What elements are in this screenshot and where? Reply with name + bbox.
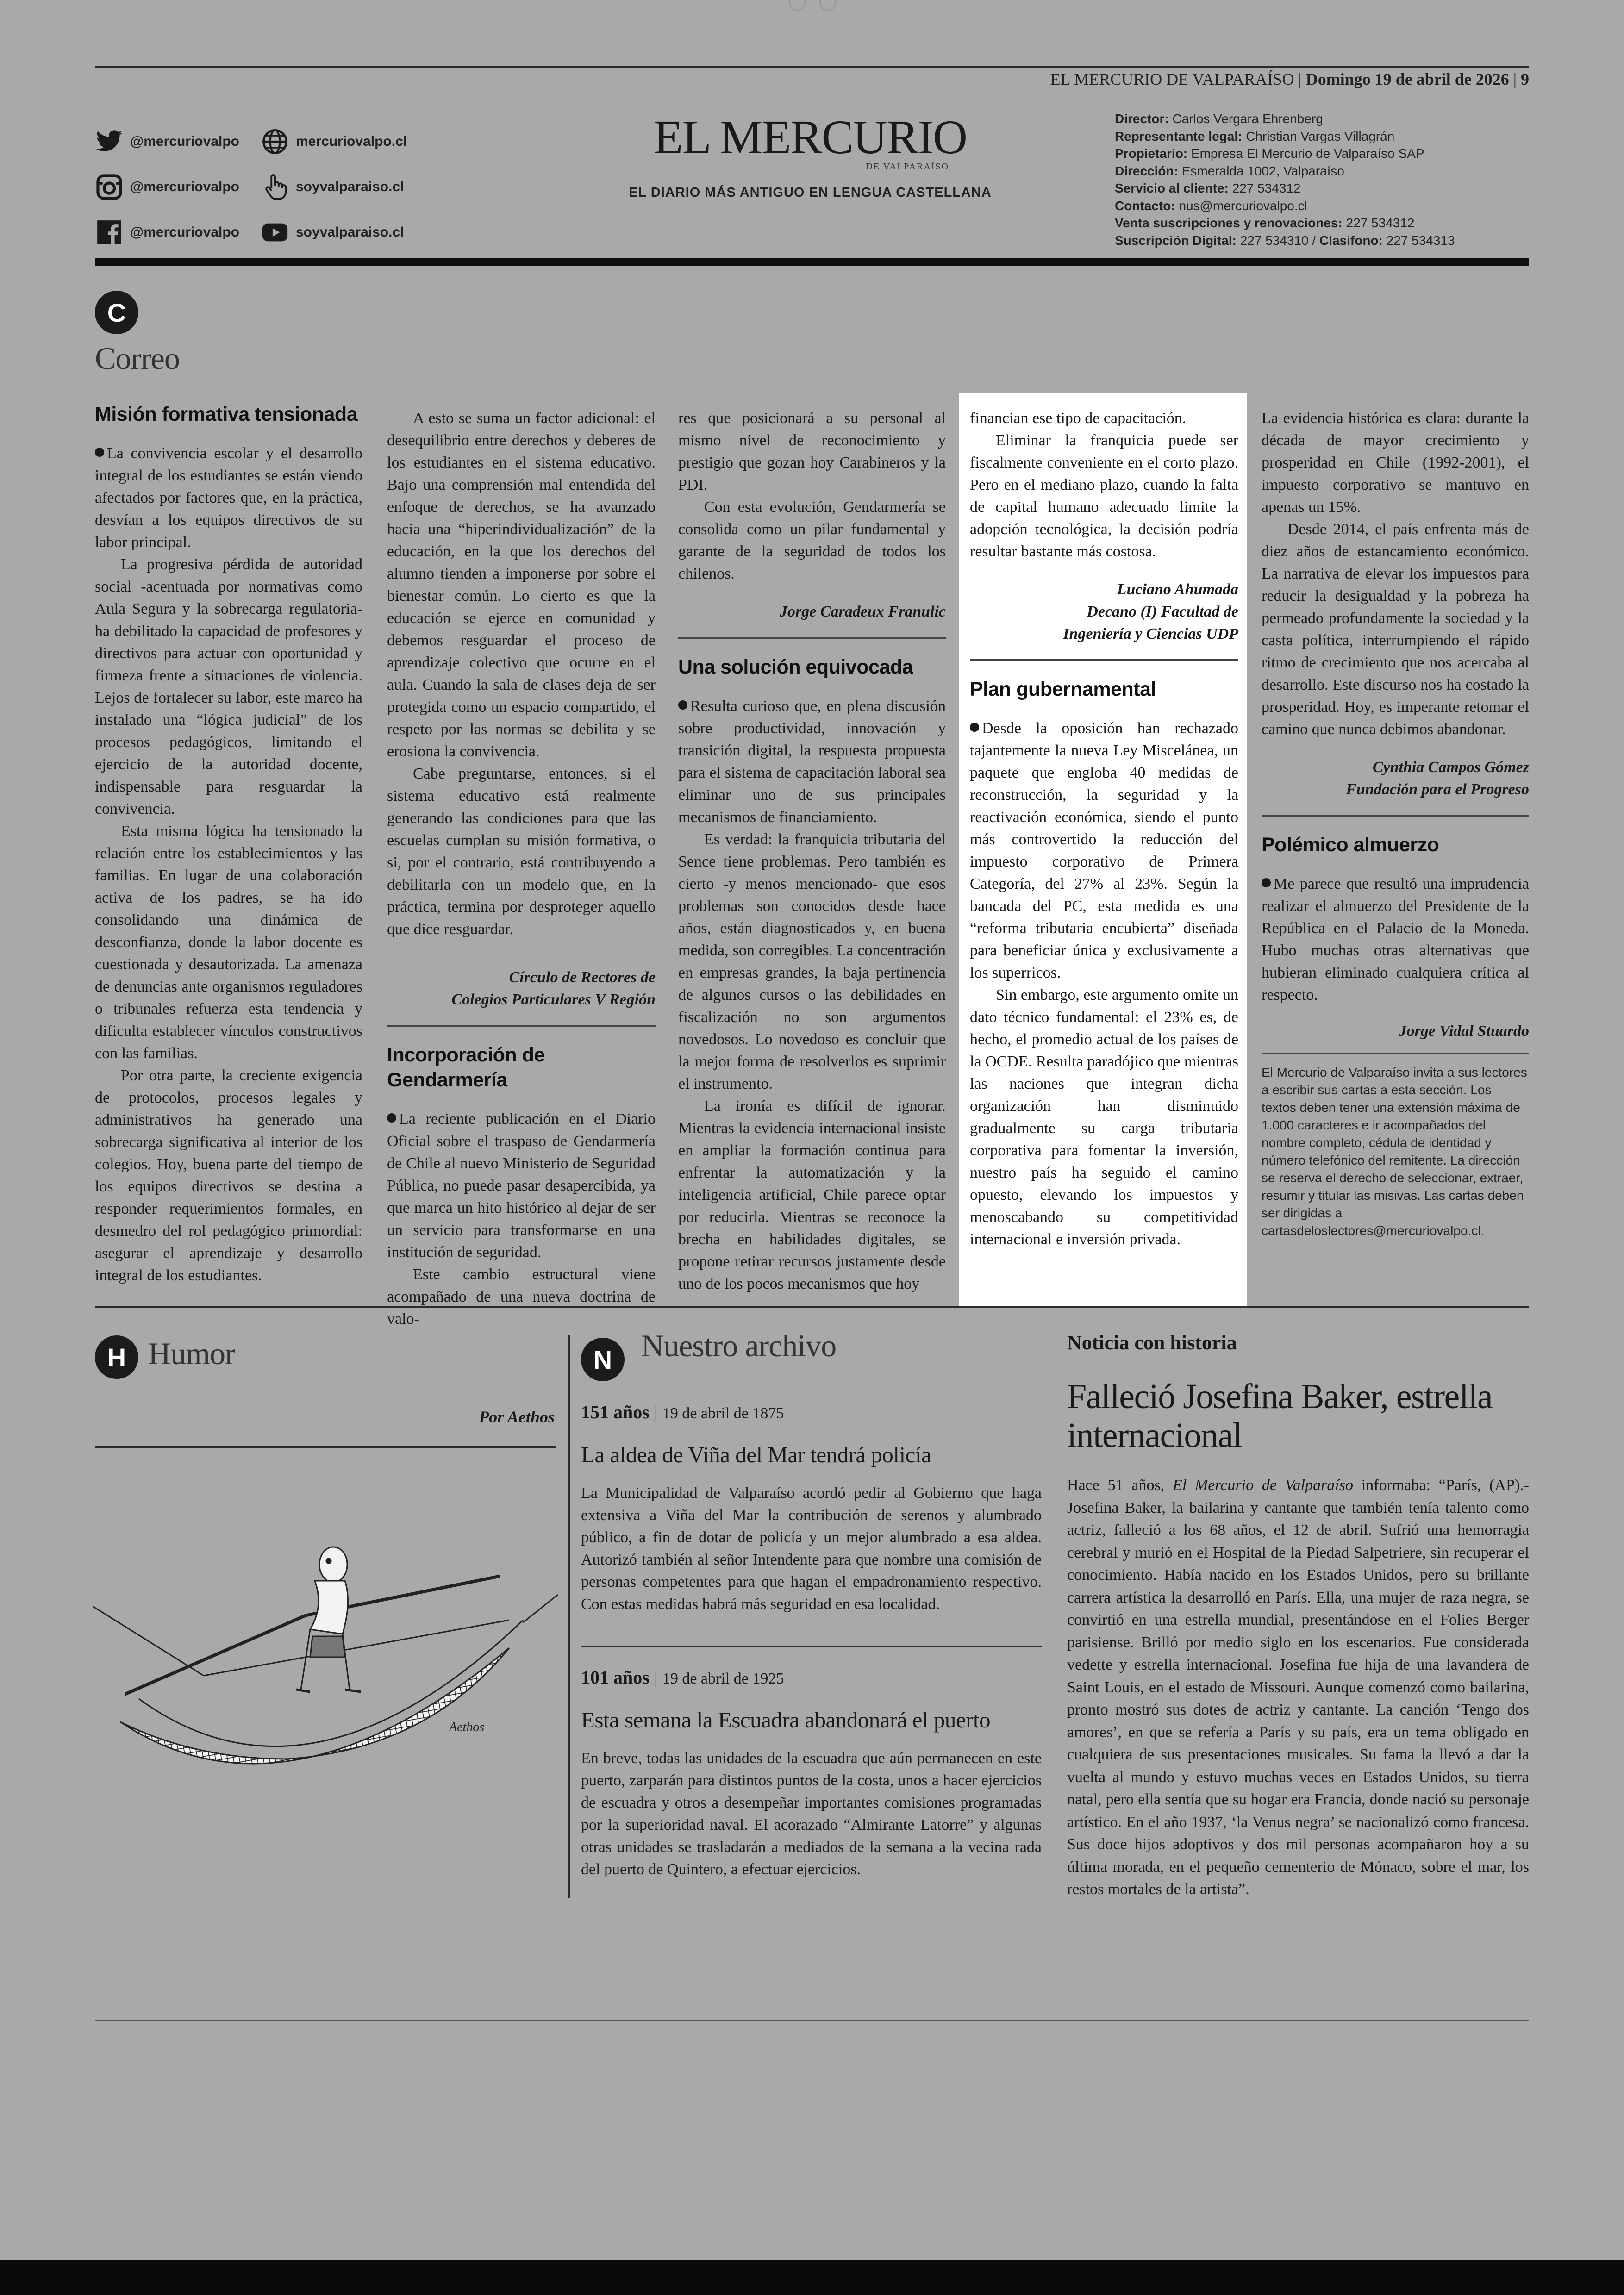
letter-divider: [970, 659, 1238, 661]
letter-signature: Jorge Vidal Stuardo: [1399, 1023, 1529, 1040]
social-links: [95, 127, 558, 266]
letter-paragraph: Este cambio estructural viene acompañado de una nueva doctrina de valo-: [387, 1266, 656, 1328]
correo-badge: C: [95, 291, 138, 334]
column-divider: [568, 1335, 570, 1898]
letter-heading: Plan gubernamental: [970, 678, 1156, 700]
letter-paragraph: A esto se suma un factor adicional: el desequilibrio entre derechos y deberes de los estudiantes en el sistema educativo. Bajo una comprensión mal entendida del enfoque de derechos, se ha avanzado hacia una “hiperindividualización” de la educación, en la que los derechos del alumno tienden a imponerse por sobre el bienestar común. Lo cierto es que la educación se ejerce en comunidad y debemos resguardar el proceso de aprendizaje colectivo que ocurre en el aula. Cuando la sala de clases deja de ser protegida como un espacio compartido, el respeto por las normas se debilita y se erosiona la convivencia.: [387, 410, 656, 760]
archivo-title: Nuestro archivo: [641, 1328, 837, 1363]
viewer-bottom-bar: [0, 2260, 1624, 2295]
history-body: Hace 51 años, El Mercurio de Valparaíso informaba: “París, (AP).- Josefina Baker, la bailarina y cantante que también tenía talento como actriz, falleció a los 68 años, el 12 de abril. Sufrió una hemorragia cerebral y murió en el Hospital de la Piedad Salpetriere, sin recuperar el conocimiento. Había nacido en los Estados Unidos, pero su brillante carrera artística la desarrolló en París. Ella, una mujer de raza negra, se convirtió en una estrella mundial, presentándose en el Folies Berger parisiense. Brilló por medio siglo en los escenarios. Fue considerada vedette y estrella internacional. Josefina fue hija de una lavandera de Saint Louis, en el estado de Missouri. Aunque comenzó como bailarina, pronto mostró sus dotes de actriz y cantante. La canción ‘Tengo dos amores’, en que se refería a París y su país, era un tema obligado en cualquiera de sus presentaciones musicales. Su fama la llevó a dar la vuelta al mundo y estuvo muchas veces en Estados Unidos, su tierra natal, pero ella sentía que su hogar era Francia, donde nació su personaje artístico. En el año 1937, ‘la Venus negra’ se nacionalizó como francesa. Sus doce hijos adoptivos y dos mil personas acompañaron hoy a su última morada, en el pequeño cementerio de Mónaco, sobre el mar, los restos mortales de la artista”.: [1067, 1477, 1530, 1898]
letter-paragraph: Esta misma lógica ha tensionado la relación entre los establecimientos y las familias. En lugar de una colaboración activa de los padres, se ha ido consolidando una dinámica de desconfianza, donde la labor docente es cuestionada y desautorizada. La amenaza de denuncias ante organismos reguladores o tribunales refuerza esta tendencia y dificulta establecer vínculos constructivos con las familias.: [95, 823, 362, 1062]
top-rule: [95, 66, 1529, 68]
masthead: [602, 113, 1018, 200]
humor-cartoon: [93, 1537, 560, 1805]
staff-box: [1115, 110, 1531, 249]
staff-director: Director: Carlos Vergara Ehrenberg: [1115, 112, 1323, 126]
next-page-button[interactable]: [819, 0, 836, 11]
facebook-icon: [95, 218, 124, 247]
instagram-icon: [95, 173, 124, 201]
letter-signature: Cynthia Campos Gómez Fundación para el Progreso: [1346, 759, 1529, 798]
archive-body: La Municipalidad de Valparaíso acordó pedir al Gobierno que haga extensiva a Viña del Mar la contribución de serenos y alumbrado público, a fin de dotar de policía y un mejor alumbrado a esa aldea. Autorizó también al señor Intendente para que nombre una comisión de personas competentes para que hagan el empadronamiento respectivo. Con estas medidas habrá más seguridad en esa localidad.: [581, 1484, 1042, 1613]
page-nav-controls: [780, 0, 845, 13]
archive-body: En breve, todas las unidades de la escuadra que aún permanecen en este puerto, zarparán para distintos puntos de la costa, unos a hacer ejercicios de escuadra y otros a desempeñar importantes comisiones programadas por la superioridad naval. El acorazado “Almirante Latorre” y algunas otras unidades se trasladarán a mediados de la semana a la vecina rada del puerto de Quintero, a efectuar ejercicios.: [581, 1750, 1042, 1878]
facebook-handle: @mercuriovalpo: [130, 225, 239, 240]
letter-signature: Luciano Ahumada Decano (I) Facultad de Ingeniería y Ciencias UDP: [1063, 581, 1238, 642]
letter-paragraph: Con esta evolución, Gendarmería se consolida como un pilar fundamental y garante de la seguridad de todos los chilenos.: [678, 499, 946, 582]
letter-paragraph: Desde la oposición han rechazado tajantemente la nueva Ley Miscelánea, un paquete que engloba 40 medidas de reconstrucción, la seguridad y la reactivación económica, siendo el punto más controvertido la reducción del impuesto corporativo de Primera Categoría, del 27% al 23%. Según la bancada del PC, esta medida es una “reforma tributaria encubierta” diseñada para beneficiar única y exclusivamente a los superricos.: [970, 720, 1238, 981]
twitter-link[interactable]: [95, 127, 239, 156]
correo-column-2: [387, 407, 656, 1330]
staff-digital: Suscripción Digital: 227 534310 / Clasifono: 227 534313: [1115, 233, 1455, 248]
archivo-badge: N: [581, 1338, 625, 1381]
rope-line: [204, 1620, 509, 1676]
letter-divider: [678, 637, 946, 639]
submission-notice: El Mercurio de Valparaíso invita a sus lectores a escribir sus cartas a esta sección. Los textos deben tener una extensión máxima de 1.000 caracteres e ir acompañados del nombre completo, cédula de identidad y número telefónico del remitente. La dirección se reserva el derecho de seleccionar, extraer, resumir y titular las misivas. Las cartas deben ser dirigidas a cartasdeloslectores@mercuriovalpo.cl.: [1262, 1065, 1527, 1238]
soyvalparaiso-url: soyvalparaiso.cl: [296, 179, 404, 194]
letter-heading: Misión formativa tensionada: [95, 403, 358, 425]
staff-subscriptions: Venta suscripciones y renovaciones: 227 534312: [1115, 216, 1415, 230]
correo-column-5: [1262, 407, 1529, 1240]
bullet-dot: [95, 448, 104, 457]
website-link[interactable]: [261, 127, 407, 156]
correo-title: Correo: [95, 341, 180, 376]
twitter-handle: @mercuriovalpo: [130, 134, 239, 149]
header-thick-rule: [95, 258, 1529, 266]
correo-column-1: [95, 402, 362, 1287]
logo-subtitle: DE VALPARAÍSO: [866, 162, 949, 172]
page-number: 9: [1521, 70, 1529, 88]
prev-page-button[interactable]: [789, 0, 806, 11]
letter-heading: Incorporación de Gendarmería: [387, 1044, 545, 1091]
archive-item: [581, 1400, 1042, 1615]
instagram-link[interactable]: [95, 173, 239, 201]
staff-customer-service: Servicio al cliente: 227 534312: [1115, 181, 1301, 195]
archive-divider: [581, 1646, 1042, 1647]
balance-pole: [125, 1615, 306, 1694]
archive-headline: Esta semana la Escuadra abandonará el puerto: [581, 1707, 991, 1733]
letter-divider: [387, 1025, 656, 1027]
letter-paragraph: Por otra parte, la creciente exigencia de protocolos, procesos legales y administrativos ha generado una sobrecarga significativa al interior de los colegios. Hoy, buena parte del tiempo de los equipos directivos se destina a responder requerimientos formales, en desmedro del rol pedagógico primordial: asegurar el aprendizaje y desarrollo integral de los estudiantes.: [95, 1067, 362, 1284]
rope-line: [93, 1606, 204, 1676]
letter-paragraph: financian ese tipo de capacitación.: [970, 410, 1187, 427]
letter-divider: [1262, 815, 1529, 817]
bullet-dot: [678, 700, 687, 710]
staff-owner: Propietario: Empresa El Mercurio de Valparaíso SAP: [1115, 146, 1424, 161]
dateline-date: Domingo 19 de abril de 2026: [1305, 70, 1509, 88]
website-url: mercuriovalpo.cl: [296, 134, 407, 149]
cartoon-signature: Aethos: [449, 1720, 485, 1734]
correo-column-4: [970, 407, 1238, 1251]
section-divider: [95, 1306, 1529, 1308]
bottom-rule: [95, 2020, 1529, 2021]
staff-address: Dirección: Esmeralda 1002, Valparaíso: [1115, 163, 1344, 178]
soyvalparaiso-link[interactable]: [261, 173, 404, 201]
humor-rule: [95, 1446, 556, 1448]
letter-heading: Una solución equivocada: [678, 656, 913, 678]
letter-paragraph: Me parece que resultó una imprudencia realizar el almuerzo del Presidente de la República en el Palacio de la Moneda. Hubo muchas otras alternativas que hubieran eliminado cualquiera crítica al respecto.: [1262, 875, 1529, 1004]
bullet-dot: [970, 723, 979, 732]
letter-divider: [1262, 1053, 1529, 1054]
letter-paragraph: Es verdad: la franquicia tributaria del Sence tiene problemas. Pero también es cierto -y menos mencionado- que esos problemas son conocidos desde hace años, están diagnosticados y, en buena medida, son corregibles. La concentración en empresas grandes, la baja pertinencia de algunos cursos o las debilidades en fiscalización no son argumentos novedosos. Lo novedoso es concluir que la mejor forma de resolverlos es suprimir el instrumento.: [678, 831, 946, 1092]
letter-paragraph: La convivencia escolar y el desarrollo integral de los estudiantes se están viendo afectados por factores que, en la práctica, desvían a los equipos directivos de su labor principal.: [95, 445, 362, 551]
letter-paragraph: La evidencia histórica es clara: durante la década de mayor crecimiento y prosperidad en Chile (1992-2001), el impuesto corporativo se mantuvo en apenas un 15%.: [1262, 410, 1529, 516]
letter-paragraph: Cabe preguntarse, entonces, si el sistema educativo está realmente generando las condiciones para que las escuelas cumplan su misión formativa, o si, por el contrario, está contribuyendo a debilitarla con un modelo que, en la práctica, termina por desproteger aquello que dice resguardar.: [387, 765, 656, 938]
humor-badge: H: [95, 1335, 138, 1379]
dateline: EL MERCURIO DE VALPARAÍSO | Domingo 19 de abril de 2026 | 9: [1050, 70, 1529, 88]
youtube-icon: [261, 218, 289, 247]
archive-headline: La aldea de Viña del Mar tendrá policía: [581, 1442, 931, 1467]
archive-item: [581, 1665, 1042, 1881]
letter-paragraph: La ironía es difícil de ignorar. Mientras la evidencia internacional insiste en ampliar la formación continua para enfrentar la automatización y la inteligencia artificial, Chile parece optar por reducirla. Mientras se reconoce la brecha en habilidades digitales, se propone retirar recursos justamente desde uno de los pocos mecanismos que hoy: [678, 1098, 946, 1292]
twitter-icon: [95, 127, 124, 156]
archive-years: 151 años | 19 de abril de 1875: [581, 1402, 784, 1422]
youtube-url: soyvalparaiso.cl: [296, 225, 404, 240]
rope-line: [523, 1595, 558, 1622]
staff-contact: Contacto: nus@mercuriovalpo.cl: [1115, 198, 1307, 213]
tagline: EL DIARIO MÁS ANTIGUO EN LENGUA CASTELLANA: [629, 185, 992, 200]
letter-paragraph: Eliminar la franquicia puede ser fiscalmente conveniente en el corto plazo. Pero en el mediano plazo, cuando la falta de capital humano adecuado limite la adopción tecnológica, la decisión podría resultar bastante más costosa.: [970, 432, 1238, 560]
history-headline: Falleció Josefina Baker, estrella internacional: [1067, 1377, 1493, 1455]
newspaper-logo[interactable]: EL MERCURIO: [653, 111, 967, 164]
humor-author: Por Aethos: [479, 1408, 555, 1426]
dateline-paper: EL MERCURIO DE VALPARAÍSO: [1050, 70, 1294, 88]
letter-paragraph: La reciente publicación en el Diario Oficial sobre el traspaso de Gendarmería de Chile al nuevo Ministerio de Seguridad Pública, no puede pasar desapercibida, ya que marca un hito histórico al dejar de ser un servicio para transformarse en una institución de seguridad.: [387, 1110, 656, 1261]
globe-icon: [261, 127, 289, 156]
history-label: Noticia con historia: [1067, 1331, 1237, 1354]
bullet-dot: [387, 1113, 396, 1123]
letter-paragraph: Resulta curioso que, en plena discusión sobre productividad, innovación y transición digital, la respuesta propuesta para el sistema de capacitación laboral sea eliminar uno de sus principales mecanismos de financiamiento.: [678, 698, 946, 826]
bullet-dot: [1262, 878, 1271, 887]
youtube-link[interactable]: [261, 218, 404, 247]
staff-legal-rep: Representante legal: Christian Vargas Villagrán: [1115, 129, 1395, 143]
hammock-net: [120, 1648, 509, 1764]
spacer: [387, 941, 656, 967]
instagram-handle: @mercuriovalpo: [130, 179, 239, 194]
correo-column-3: [678, 407, 946, 1295]
letter-paragraph: Desde 2014, el país enfrenta más de diez años de estancamiento económico. La narrativa de elevar los impuestos para reducir la desigualdad y la pobreza ha permeado profundamente la sociedad y la casta política, interrumpiendo el rápido ritmo de crecimiento que nos acercaba al desarrollo. Este discurso nos ha costado la prosperidad. Hoy, es imperante retomar el camino que nunca debimos abandonar.: [1262, 521, 1529, 738]
letter-paragraph: Sin embargo, este argumento omite un dato técnico fundamental: el 23% es, de hecho, el promedio actual de los países de la OCDE. Resulta paradójico que mientras las naciones que integran dicha organización han disminuido gradualmente su carga tributaria corporativa para fomentar la inversión, nuestro país ha seguido el camino opuesto, elevando los impuestos y menoscabando su competitividad internacional e inversión privada.: [970, 986, 1238, 1248]
humor-title: Humor: [148, 1336, 235, 1371]
letter-signature: Jorge Caradeux Franulic: [780, 603, 946, 620]
letter-paragraph: res que posicionará a su personal al mismo nivel de reconocimiento y prestigio que gozan hoy Carabineros y la PDI.: [678, 410, 946, 493]
letter-heading: Polémico almuerzo: [1262, 834, 1439, 856]
archive-years: 101 años | 19 de abril de 1925: [581, 1667, 784, 1688]
tightrope-figure: [296, 1547, 361, 1692]
pointing-hand-icon: [261, 173, 289, 201]
letter-signature: Círculo de Rectores de Colegios Particulares V Región: [451, 969, 656, 1008]
facebook-link[interactable]: [95, 218, 239, 247]
letter-paragraph: La progresiva pérdida de autoridad social -acentuada por normativas como Aula Segura y la sobrecarga regulatoria- ha debilitado la capacidad de profesores y directivos para actuar con oportunidad y firmeza frente a situaciones de violencia. Lejos de fortalecer su labor, este marco ha instalado una “lógica judicial” de los procesos pedagógicos, limitando el ejercicio de la autoridad docente, indispensable para resguardar la convivencia.: [95, 556, 362, 817]
